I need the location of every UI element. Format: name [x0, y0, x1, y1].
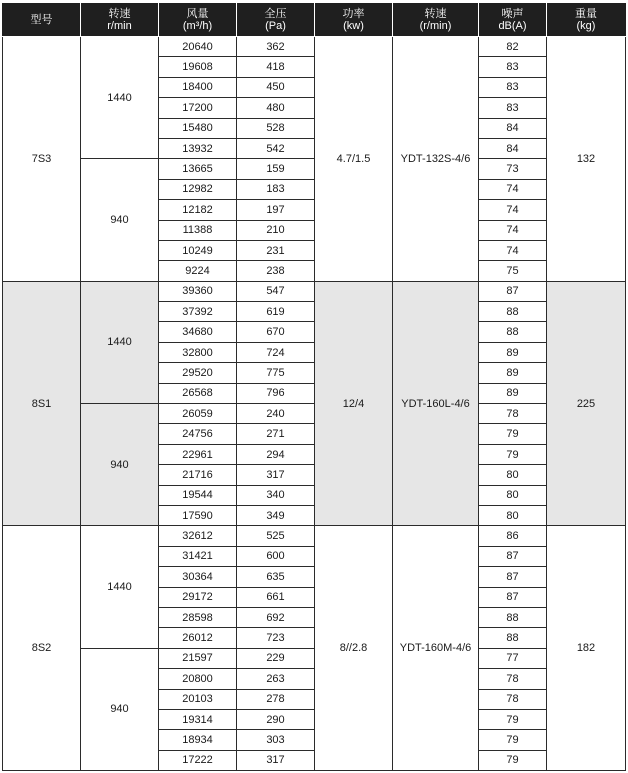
cell-pressure: 183 — [237, 179, 315, 199]
cell-noise: 73 — [479, 159, 547, 179]
cell-noise: 84 — [479, 138, 547, 158]
cell-pressure: 317 — [237, 750, 315, 770]
cell-pressure: 271 — [237, 424, 315, 444]
cell-noise: 79 — [479, 730, 547, 750]
cell-noise: 74 — [479, 179, 547, 199]
cell-noise: 75 — [479, 261, 547, 281]
cell-pressure: 619 — [237, 302, 315, 322]
cell-airflow: 19544 — [159, 485, 237, 505]
table-row — [3, 526, 626, 546]
cell-pressure: 692 — [237, 607, 315, 627]
cell-airflow: 19314 — [159, 709, 237, 729]
cell-airflow: 18934 — [159, 730, 237, 750]
cell-noise: 83 — [479, 57, 547, 77]
cell-airflow: 15480 — [159, 118, 237, 138]
header-power: 功率 (kw) — [315, 4, 393, 37]
cell-pressure: 661 — [237, 587, 315, 607]
cell-pressure: 159 — [237, 159, 315, 179]
cell-pressure: 197 — [237, 200, 315, 220]
cell-noise: 74 — [479, 200, 547, 220]
cell-noise: 77 — [479, 648, 547, 668]
cell-pressure: 670 — [237, 322, 315, 342]
cell-power: 8//2.8 — [315, 526, 393, 771]
cell-noise: 79 — [479, 424, 547, 444]
cell-speed: 1440 — [81, 281, 159, 403]
cell-noise: 80 — [479, 505, 547, 525]
table-row — [3, 648, 626, 668]
cell-pressure: 317 — [237, 465, 315, 485]
cell-airflow: 34680 — [159, 322, 237, 342]
cell-noise: 83 — [479, 77, 547, 97]
cell-noise: 88 — [479, 302, 547, 322]
table-row — [3, 159, 626, 179]
cell-airflow: 26012 — [159, 628, 237, 648]
header-speed: 转速 r/min — [81, 4, 159, 37]
fan-spec-table — [2, 3, 626, 771]
cell-noise: 83 — [479, 98, 547, 118]
cell-noise: 89 — [479, 363, 547, 383]
table-row — [3, 404, 626, 424]
cell-pressure: 294 — [237, 444, 315, 464]
cell-pressure: 349 — [237, 505, 315, 525]
cell-pressure: 775 — [237, 363, 315, 383]
cell-pressure: 480 — [237, 98, 315, 118]
cell-airflow: 13665 — [159, 159, 237, 179]
cell-airflow: 18400 — [159, 77, 237, 97]
cell-pressure: 796 — [237, 383, 315, 403]
cell-pressure: 600 — [237, 546, 315, 566]
cell-airflow: 37392 — [159, 302, 237, 322]
cell-speed: 940 — [81, 404, 159, 526]
cell-airflow: 32612 — [159, 526, 237, 546]
table-row — [3, 281, 626, 301]
cell-airflow: 26568 — [159, 383, 237, 403]
cell-noise: 74 — [479, 240, 547, 260]
cell-weight: 132 — [547, 37, 626, 282]
header-weight: 重量 (kg) — [547, 4, 626, 37]
cell-pressure: 240 — [237, 404, 315, 424]
cell-noise: 88 — [479, 628, 547, 648]
cell-model: 8S1 — [3, 281, 81, 526]
cell-pressure: 528 — [237, 118, 315, 138]
cell-pressure: 278 — [237, 689, 315, 709]
cell-pressure: 340 — [237, 485, 315, 505]
cell-noise: 79 — [479, 750, 547, 770]
cell-airflow: 20800 — [159, 669, 237, 689]
cell-noise: 89 — [479, 342, 547, 362]
cell-noise: 78 — [479, 404, 547, 424]
cell-airflow: 31421 — [159, 546, 237, 566]
cell-pressure: 723 — [237, 628, 315, 648]
cell-noise: 79 — [479, 709, 547, 729]
cell-noise: 86 — [479, 526, 547, 546]
cell-noise: 87 — [479, 587, 547, 607]
cell-noise: 78 — [479, 669, 547, 689]
cell-pressure: 635 — [237, 567, 315, 587]
cell-airflow: 21597 — [159, 648, 237, 668]
spec-table-wrapper — [2, 3, 626, 771]
cell-pressure: 303 — [237, 730, 315, 750]
cell-pressure: 263 — [237, 669, 315, 689]
cell-noise: 80 — [479, 465, 547, 485]
cell-noise: 78 — [479, 689, 547, 709]
cell-motor-speed: YDT-160M-4/6 — [393, 526, 479, 771]
cell-noise: 88 — [479, 322, 547, 342]
cell-pressure: 362 — [237, 37, 315, 57]
cell-noise: 79 — [479, 444, 547, 464]
cell-airflow: 30364 — [159, 567, 237, 587]
cell-airflow: 22961 — [159, 444, 237, 464]
cell-airflow: 26059 — [159, 404, 237, 424]
cell-airflow: 28598 — [159, 607, 237, 627]
cell-pressure: 231 — [237, 240, 315, 260]
cell-airflow: 9224 — [159, 261, 237, 281]
cell-model: 7S3 — [3, 37, 81, 282]
cell-motor-speed: YDT-132S-4/6 — [393, 37, 479, 282]
cell-airflow: 13932 — [159, 138, 237, 158]
header-noise: 噪声 dB(A) — [479, 4, 547, 37]
cell-noise: 88 — [479, 607, 547, 627]
cell-speed: 940 — [81, 159, 159, 281]
table-row — [3, 37, 626, 57]
cell-motor-speed: YDT-160L-4/6 — [393, 281, 479, 526]
cell-pressure: 418 — [237, 57, 315, 77]
cell-airflow: 17590 — [159, 505, 237, 525]
cell-airflow: 12982 — [159, 179, 237, 199]
cell-airflow: 12182 — [159, 200, 237, 220]
cell-speed: 1440 — [81, 526, 159, 648]
cell-noise: 87 — [479, 281, 547, 301]
cell-airflow: 17200 — [159, 98, 237, 118]
cell-airflow: 29520 — [159, 363, 237, 383]
cell-pressure: 229 — [237, 648, 315, 668]
cell-airflow: 10249 — [159, 240, 237, 260]
cell-airflow: 19608 — [159, 57, 237, 77]
cell-noise: 89 — [479, 383, 547, 403]
cell-model: 8S2 — [3, 526, 81, 771]
cell-pressure: 542 — [237, 138, 315, 158]
cell-airflow: 20640 — [159, 37, 237, 57]
cell-speed: 1440 — [81, 37, 159, 159]
cell-weight: 182 — [547, 526, 626, 771]
cell-airflow: 32800 — [159, 342, 237, 362]
header-airflow: 风量 (m³/h) — [159, 4, 237, 37]
cell-airflow: 17222 — [159, 750, 237, 770]
cell-pressure: 290 — [237, 709, 315, 729]
header-pressure: 全压 (Pa) — [237, 4, 315, 37]
cell-speed: 940 — [81, 648, 159, 770]
cell-power: 12/4 — [315, 281, 393, 526]
header-model: 型号 — [3, 4, 81, 37]
cell-power: 4.7/1.5 — [315, 37, 393, 282]
cell-pressure: 724 — [237, 342, 315, 362]
header-motor-speed: 转速 (r/min) — [393, 4, 479, 37]
header-row — [3, 4, 626, 37]
cell-pressure: 547 — [237, 281, 315, 301]
cell-pressure: 210 — [237, 220, 315, 240]
cell-noise: 87 — [479, 546, 547, 566]
cell-airflow: 24756 — [159, 424, 237, 444]
cell-noise: 82 — [479, 37, 547, 57]
cell-airflow: 21716 — [159, 465, 237, 485]
cell-weight: 225 — [547, 281, 626, 526]
cell-pressure: 238 — [237, 261, 315, 281]
cell-noise: 80 — [479, 485, 547, 505]
cell-pressure: 450 — [237, 77, 315, 97]
cell-airflow: 11388 — [159, 220, 237, 240]
table-body — [3, 37, 626, 771]
cell-airflow: 39360 — [159, 281, 237, 301]
cell-airflow: 29172 — [159, 587, 237, 607]
cell-noise: 84 — [479, 118, 547, 138]
cell-noise: 74 — [479, 220, 547, 240]
cell-noise: 87 — [479, 567, 547, 587]
cell-airflow: 20103 — [159, 689, 237, 709]
cell-pressure: 525 — [237, 526, 315, 546]
